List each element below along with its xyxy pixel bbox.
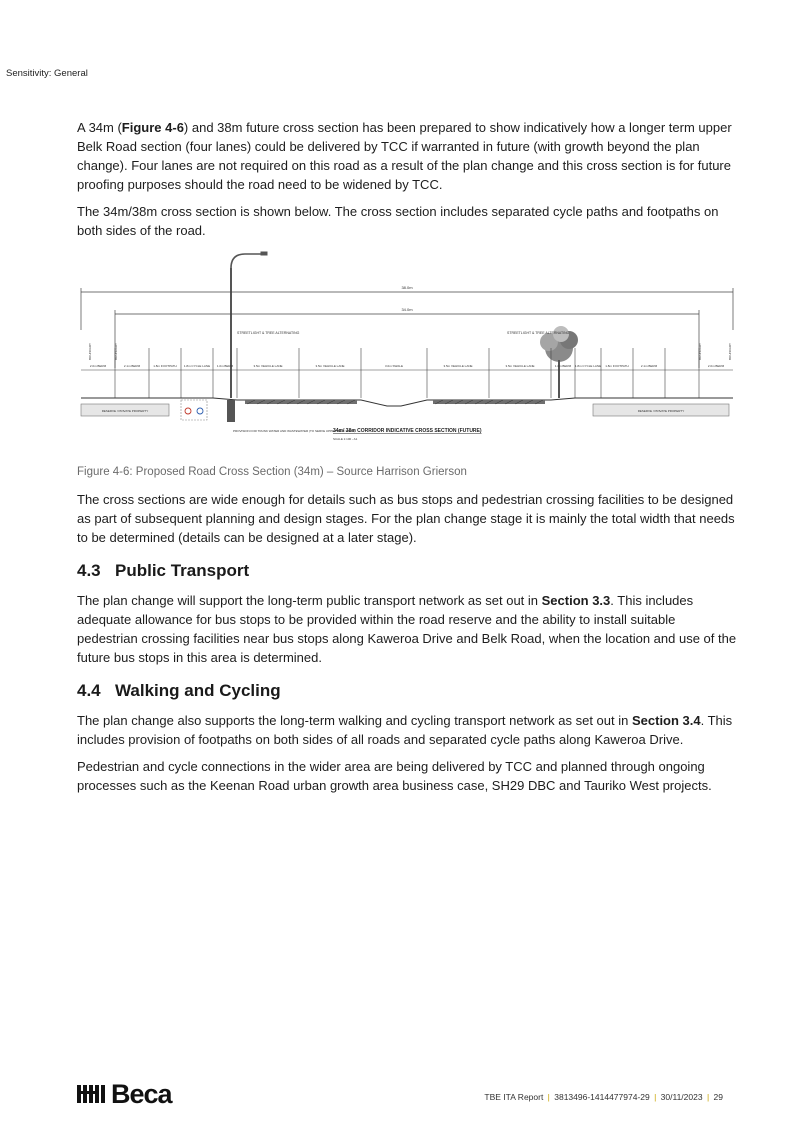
- lane-label: 1.8m FOOTPATH: [153, 364, 177, 368]
- footer-separator: |: [545, 1092, 553, 1102]
- services-pipes-icon: [181, 400, 235, 422]
- sensitivity-label: Sensitivity: General: [6, 68, 88, 79]
- section-reference-3-4: Section 3.4: [631, 713, 701, 728]
- right-note: STREETLIGHT & TREE ALTERNATING: [507, 331, 570, 335]
- page-number: 29: [713, 1092, 723, 1102]
- section-heading-4-4: 4.4 Walking and Cycling: [77, 681, 281, 700]
- footer-report-name: TBE ITA Report: [484, 1092, 544, 1102]
- lane-label: 1.0m BERM: [554, 364, 572, 368]
- footer-reference: [484, 1092, 723, 1102]
- footer-separator: |: [651, 1092, 659, 1102]
- drawing-scale: SCALE 1:100 - A1: [333, 437, 358, 441]
- lane-label: 2.0m BERM: [707, 364, 725, 368]
- figure-caption: Figure 4-6: Proposed Road Cross Section (34m) – Source Harrison Grierson: [77, 466, 467, 478]
- lane-label: 3.5m VEHICLE LANE: [443, 364, 473, 368]
- footer-separator: |: [704, 1092, 712, 1102]
- section-4-4-paragraph-2: Pedestrian and cycle connections in the wider area are being delivered by TCC and planned through ongoing processes such as the Keenan Road urban growth area business case, SH29 DBC and Tauriko West projects.: [77, 759, 712, 793]
- left-reserve-label: RESERVE / PRIVATE PROPERTY: [101, 409, 149, 413]
- lane-labels: [90, 364, 725, 368]
- left-note: STREETLIGHT & TREE ALTERNATING: [237, 331, 300, 335]
- lane-label: 3.5m VEHICLE LANE: [253, 364, 283, 368]
- after-figure-paragraph: The cross sections are wide enough for details such as bus stops and pedestrian crossing facilities to be designed as part of subsequent planning and design stages. For the plan change stage it is mainly the total width that needs to be determined (details can be designed at a later stage).: [77, 492, 735, 545]
- intro-paragraph-1: A 34m (Figure 4-6) and 38m future cross section has been prepared to show indicatively how a longer term upper Belk Road section (four lanes) could be delivered by TCC if warranted in future (with growth beyond the plan change). Four lanes are not required on this road as a result of the plan change and this cross section is for future proofing purposes should the road need to be widened by TCC.: [77, 120, 732, 192]
- boundary-right: BOUNDARY: [728, 343, 732, 360]
- lane-label: 1.8m CYCLE LANE: [574, 364, 602, 368]
- beca-logo-text: Beca: [111, 1079, 172, 1109]
- section-heading-4-3: 4.3 Public Transport: [77, 561, 250, 580]
- lane-label: 1.8m FOOTPATH: [605, 364, 629, 368]
- page-content: [77, 118, 737, 803]
- section-4-4-paragraph-1: The plan change also supports the long-term walking and cycling transport network as set out in Section 3.4. This includes provision of footpaths on both sides of all roads and separated cycle paths along Kaweroa Drive.: [77, 713, 733, 747]
- streetlight-icon: [231, 252, 267, 398]
- lane-label: 3.0m SWALE: [385, 364, 403, 368]
- boundary-inner-left: BOUNDARY: [114, 343, 118, 360]
- boundary-left: BOUNDARY: [88, 343, 92, 360]
- footer-doc-ref: 3813496-1414477974-29: [554, 1092, 650, 1102]
- right-reserve-label: RESERVE / PRIVATE PROPERTY: [637, 409, 685, 413]
- lane-label: 1.8m CYCLE LANE: [183, 364, 211, 368]
- lane-label: 2.1m BERM: [640, 364, 658, 368]
- lane-label: 2.1m BERM: [123, 364, 141, 368]
- services-note: PROVISION FOR TRUNK WATER AND WASTEWATER (TO SERVE UPPER BELK ROAD): [233, 429, 356, 433]
- cross-section-figure: [77, 248, 737, 460]
- boundary-inner-right: BOUNDARY: [698, 343, 702, 360]
- lane-label: 2.0m BERM: [89, 364, 107, 368]
- footer-date: 30/11/2023: [660, 1092, 703, 1102]
- figure-reference: Figure 4-6: [121, 120, 184, 135]
- cross-section-drawing: [77, 248, 737, 460]
- tree-icon: [540, 326, 578, 398]
- beca-logo-mark-icon: [77, 1083, 107, 1105]
- section-4-3-paragraph: The plan change will support the long-term public transport network as set out in Section 3.3. This includes adequate allowance for bus stops to be provided within the road reserve and the ability to install suitable pedestrian crossing facilities near bus stops along Kaweroa Drive and Belk Road, when the location and use of the future bus stops in this area is determined.: [77, 593, 737, 665]
- intro-paragraph-2: The 34m/38m cross section is shown below. The cross section includes separated cycle paths and footpaths on both sides of the road.: [77, 204, 719, 238]
- inner-width-label: 34.0m: [401, 307, 413, 312]
- lane-label: 3.5m VEHICLE LANE: [505, 364, 535, 368]
- lane-label: 1.0m BERM: [216, 364, 234, 368]
- beca-logo: [77, 1079, 172, 1109]
- lane-dividers: [81, 348, 733, 398]
- drawing-title: 34m/ 38m CORRIDOR INDICATIVE CROSS SECTION (FUTURE): [333, 428, 482, 434]
- section-reference-3-3: Section 3.3: [541, 593, 611, 608]
- overall-width-label: 38.0m: [401, 285, 413, 290]
- lane-label: 3.5m VEHICLE LANE: [315, 364, 345, 368]
- reserve-boxes: [81, 404, 729, 416]
